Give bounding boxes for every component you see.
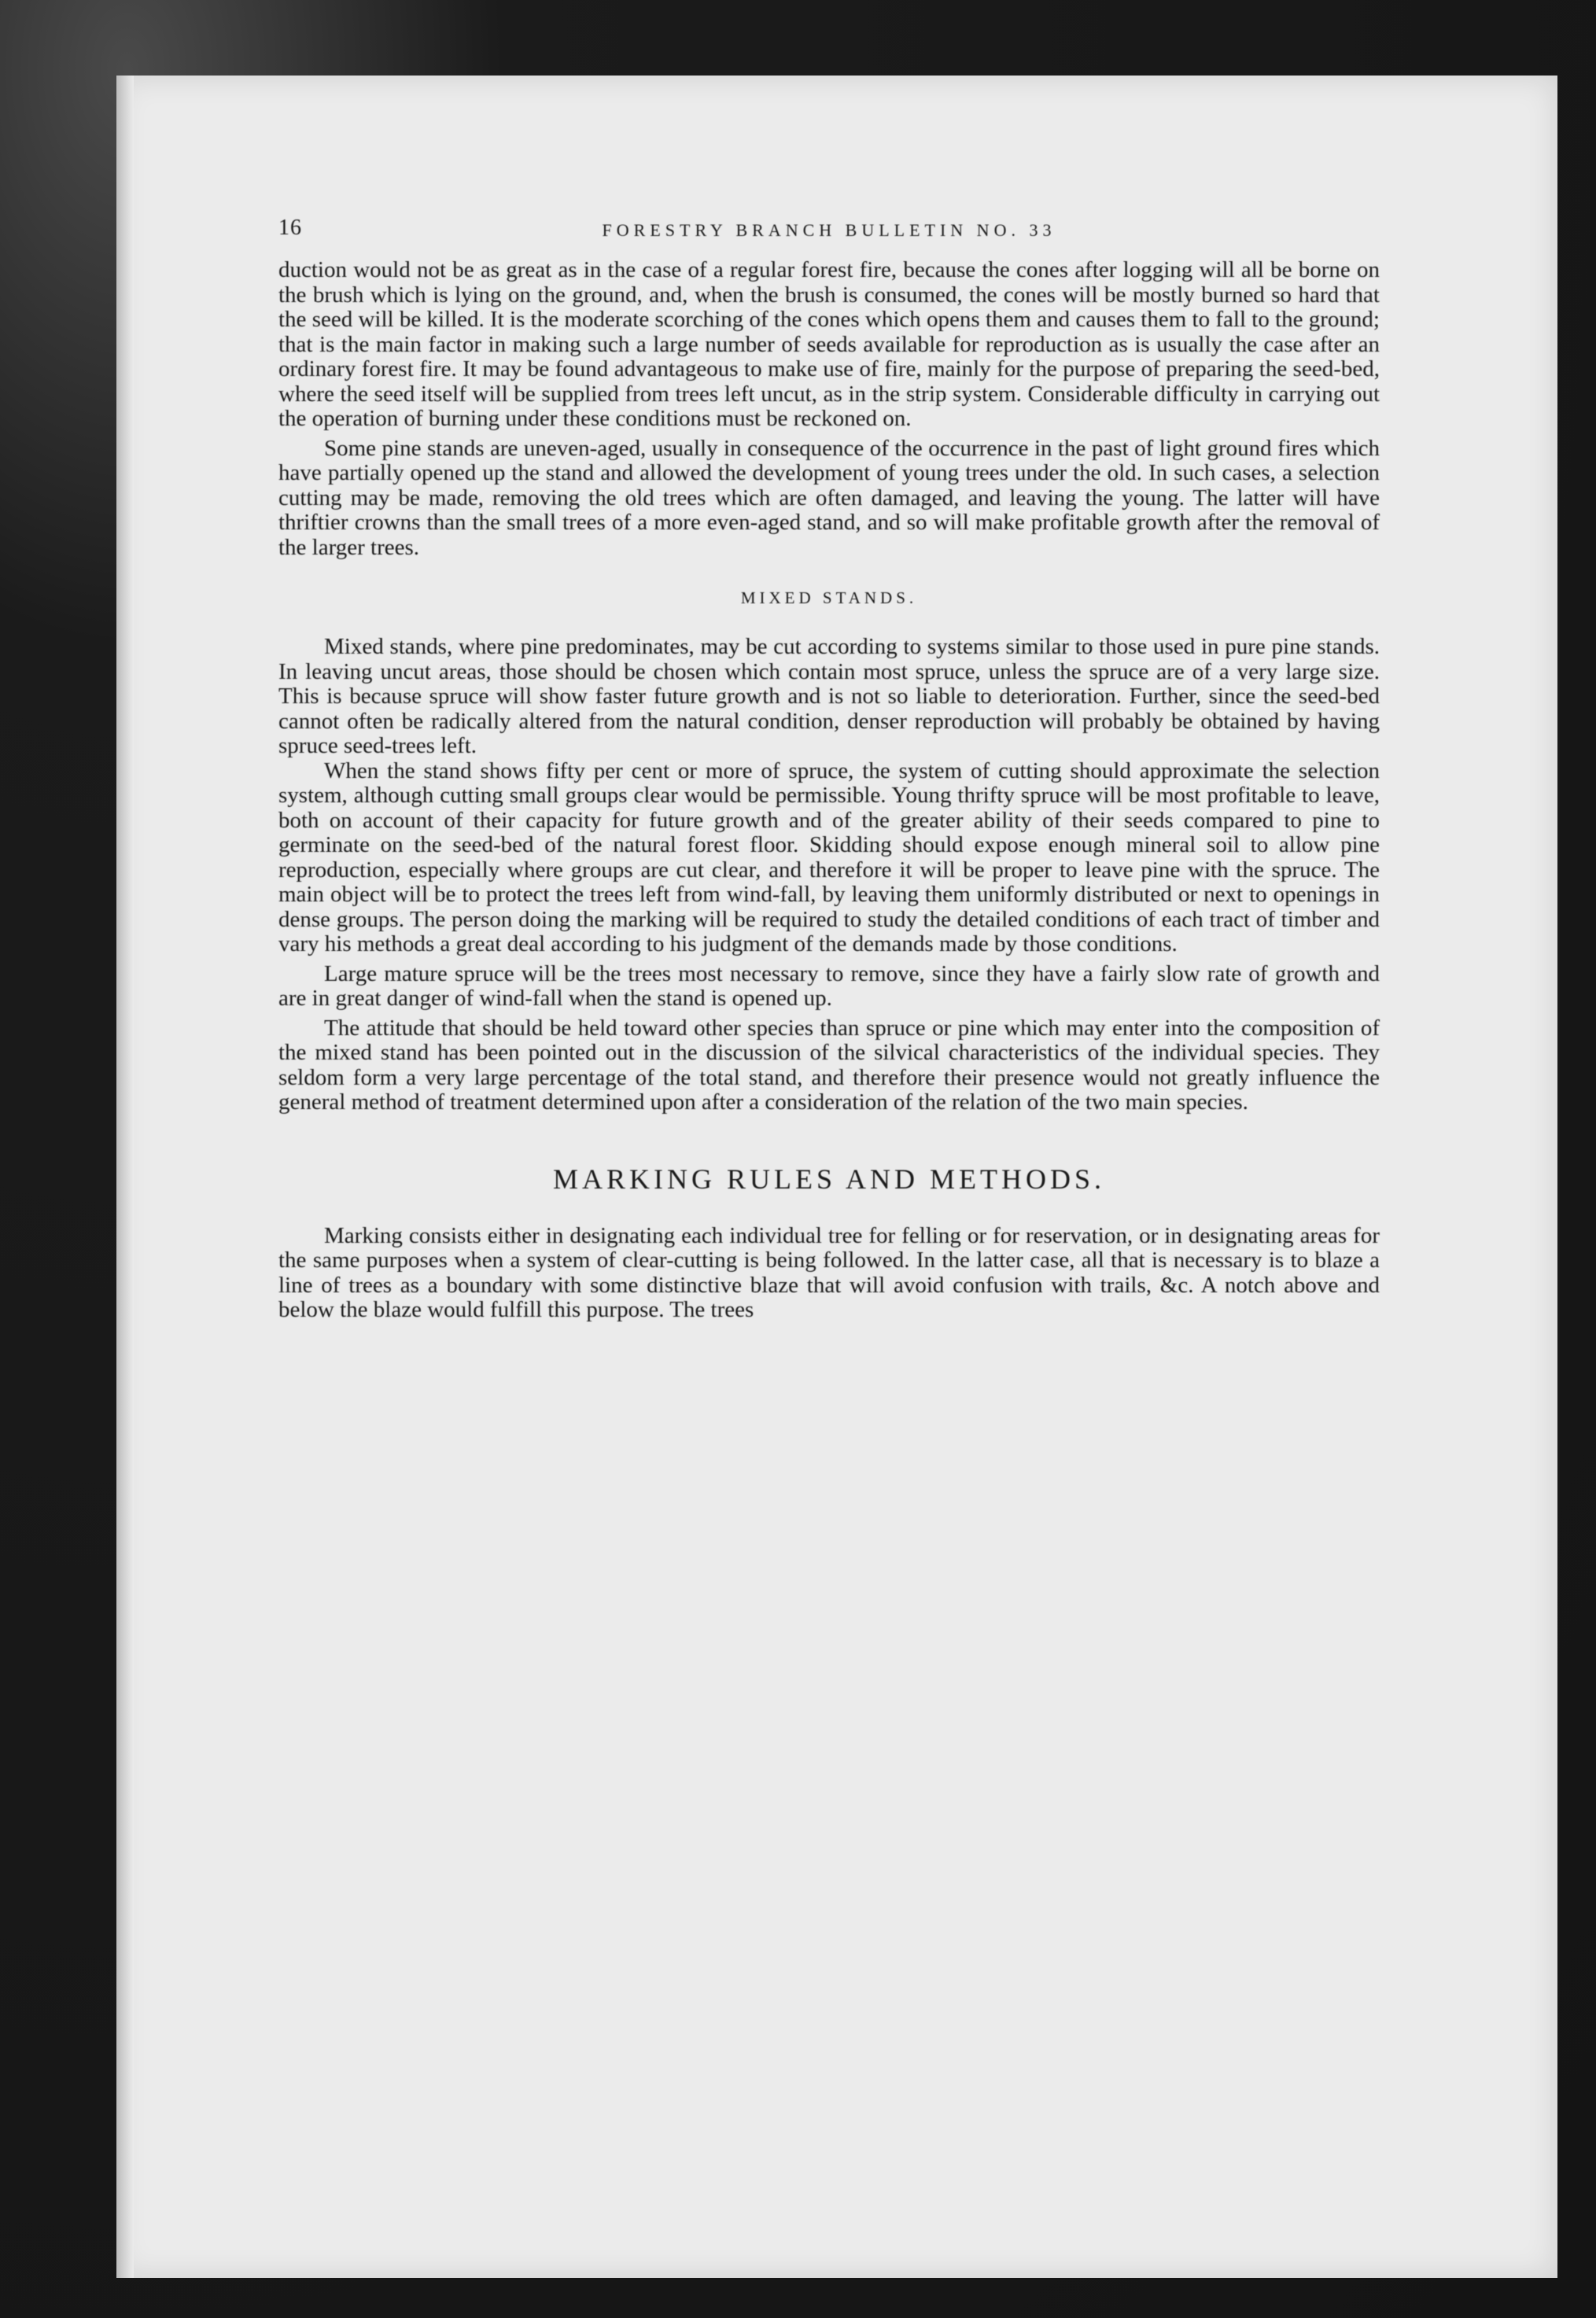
running-head	[278, 216, 1380, 247]
paragraph-uneven-aged-stands: Some pine stands are uneven-aged, usually in consequence of the occurrence in the past of light ground fires which have partially opened up the stand and allowed the development of young trees under the old. In such cases, a selection cutting may be made, removing the old trees which are often damaged, and leaving the young. The latter will have thriftier crowns than the small trees of a more even-aged stand, and so will make profitable growth after the removal of the larger trees.	[278, 435, 1380, 560]
book-page	[116, 76, 1557, 2278]
paragraph-mixed-stands: Mixed stands, where pine predominates, may be cut according to systems similar to those used in pure pine stands. In leaving uncut areas, those should be chosen which contain most spruce, unless the spruce are of a very large size. This is because spruce will show faster future growth and is not so liable to deterioration. Further, since the seed-bed cannot often be radically altered from the natural condition, denser reproduction will probably be obtained by having spruce seed-trees left.	[278, 634, 1380, 758]
paragraph-large-mature-spruce: Large mature spruce will be the trees most necessary to remove, since they have a fairly slow rate of growth and are in great danger of wind-fall when the stand is opened up.	[278, 960, 1380, 1011]
paragraph-marking: Marking consists either in designating each individual tree for felling or for reservation, or in designating areas for the same purposes when a system of clear-cutting is being followed. In the latter case, all that is necessary is to blaze a line of trees as a boundary with some distinctive blaze that will avoid confusion with trails, &c. A notch above and below the blaze would fulfill this purpose. The trees	[278, 1222, 1380, 1322]
paragraph-fire-reproduction: duction would not be as great as in the case of a regular forest fire, because the cones after logging will all be borne on the brush which is lying on the ground, and, when the brush is consumed, the cones will be mostly burned so hard that the seed will be killed. It is the moderate scorching of the cones which opens them and causes them to fall to the ground; that is the main factor in making such a large number of seeds available for reproduction as is usually the case after an ordinary forest fire. It may be found advantageous to make use of fire, mainly for the purpose of preparing the seed-bed, where the seed itself will be supplied from trees left uncut, as in the strip system. Considerable difficulty in carrying out the operation of burning under these conditions must be reckoned on.	[278, 257, 1380, 431]
paragraph-other-species: The attitude that should be held toward other species than spruce or pine which may enter into the composition of the mixed stand has been pointed out in the discussion of the silvical characteristics of the individual species. They seldom form a very large percentage of the total stand, and therefore their presence would not greatly influence the general method of treatment determined upon after a consideration of the relation of the two main species.	[278, 1015, 1380, 1115]
page-gutter	[116, 76, 134, 2278]
running-header-title: FORESTRY BRANCH BULLETIN NO. 33	[602, 220, 1056, 240]
page-content	[278, 216, 1380, 1323]
section-heading-marking-rules: MARKING RULES AND METHODS.	[552, 1163, 1106, 1195]
page-number: 16	[278, 216, 302, 240]
subheading-mixed-stands: MIXED STANDS.	[740, 588, 918, 607]
paragraph-spruce-fifty-percent: When the stand shows fifty per cent or more of spruce, the system of cutting should approximate the selection system, although cutting small groups clear would be permissible. Young thrifty spruce will be most profitable to leave, both on account of their capacity for future growth and of the greater ability of their seeds compared to pine to germinate on the seed-bed of the natural forest floor. Skidding should expose enough mineral soil to allow pine reproduction, especially where groups are cut clear, and therefore it will be proper to leave pine with the spruce. The main object will be to protect the trees left from wind-fall, by leaving them uniformly distributed or next to openings in dense groups. The person doing the marking will be required to study the detailed conditions of each tract of timber and vary his methods a great deal according to his judgment of the demands made by those conditions.	[278, 757, 1380, 956]
